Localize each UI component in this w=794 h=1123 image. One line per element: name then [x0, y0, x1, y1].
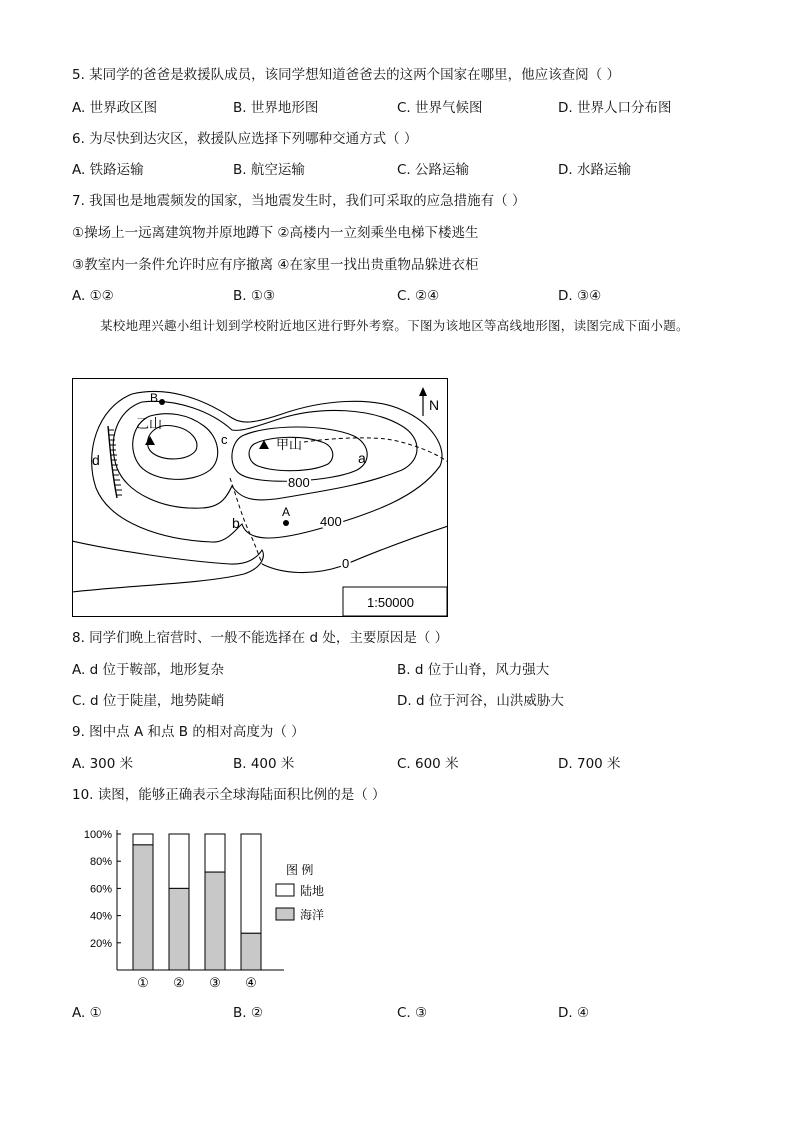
q7-option-c[interactable]: C. ②④	[397, 288, 440, 304]
q8-option-c[interactable]: C. d 位于陡崖，地势陡峭	[72, 693, 225, 709]
x-tick-label: ④	[245, 975, 257, 990]
q10-option-b[interactable]: B. ②	[233, 1005, 263, 1021]
point-a-marker	[283, 520, 289, 526]
y-tick-label: 20%	[89, 937, 112, 950]
q7-option-d[interactable]: D. ③④	[558, 288, 602, 304]
q5-option-b[interactable]: B. 世界地形图	[233, 100, 319, 116]
x-tick-label: ③	[209, 975, 221, 990]
label-B: B	[150, 391, 159, 405]
q7-stem: 7. 我国也是地震频发的国家，当地震发生时，我们可采取的应急措施有（ ）	[72, 193, 526, 209]
q8-stem: 8. 同学们晚上宿营时、一般不能选择在 d 处，主要原因是（ ）	[72, 630, 449, 646]
q10-option-c[interactable]: C. ③	[397, 1005, 428, 1021]
legend-label-land: 陆地	[300, 884, 325, 898]
q9-option-b[interactable]: B. 400 米	[233, 756, 295, 772]
q5-stem: 5. 某同学的爸爸是救援队成员，该同学想知道爸爸去的这两个国家在哪里，他应该查阅（ ）	[72, 67, 620, 83]
label-b: b	[232, 515, 240, 531]
legend-swatch-land	[276, 884, 294, 896]
scale-label: 1:50000	[367, 595, 414, 610]
label-800: 800	[288, 475, 310, 490]
bar-land-1	[133, 834, 153, 845]
legend-label-sea: 海洋	[300, 908, 325, 922]
bar-sea-4	[241, 933, 261, 970]
y-tick-label: 60%	[89, 883, 112, 896]
bar-sea-3	[205, 872, 225, 970]
label-400: 400	[320, 514, 342, 529]
x-tick-label: ②	[173, 975, 185, 990]
map-intro: 某校地理兴趣小组计划到学校附近地区进行野外考察。下图为该地区等高线地形图，读图完成下面小题。	[100, 318, 689, 333]
q7-option-a[interactable]: A. ①②	[72, 288, 114, 304]
y-tick-label: 80%	[89, 856, 112, 869]
q9-option-d[interactable]: D. 700 米	[558, 756, 621, 772]
q10-option-d[interactable]: D. ④	[558, 1005, 590, 1021]
y-tick-label: 100%	[83, 829, 112, 841]
label-c: c	[221, 432, 228, 447]
bar-sea-1	[133, 845, 153, 970]
label-0: 0	[342, 556, 350, 571]
label-north: N	[429, 397, 440, 413]
x-tick-label: ①	[137, 975, 149, 990]
q8-option-b[interactable]: B. d 位于山脊，风力强大	[397, 662, 550, 678]
land-sea-chart	[72, 820, 352, 992]
q9-option-c[interactable]: C. 600 米	[397, 756, 459, 772]
bar-land-3	[205, 834, 225, 872]
label-A: A	[282, 505, 291, 519]
q8-option-d[interactable]: D. d 位于河谷，山洪威胁大	[397, 693, 564, 709]
q7-statement-1: ①操场上一远离建筑物并原地蹲下 ②高楼内一立刻乘坐电梯下楼逃生	[72, 225, 479, 241]
bar-land-4	[241, 834, 261, 933]
q6-option-c[interactable]: C. 公路运输	[397, 162, 470, 178]
label-a: a	[358, 450, 366, 466]
q8-option-a[interactable]: A. d 位于鞍部，地形复杂	[72, 662, 224, 678]
q10-option-a[interactable]: A. ①	[72, 1005, 102, 1021]
q9-stem: 9. 图中点 A 和点 B 的相对高度为（ ）	[72, 724, 305, 740]
q7-option-b[interactable]: B. ①③	[233, 288, 276, 304]
legend-swatch-sea	[276, 908, 294, 920]
q5-option-d[interactable]: D. 世界人口分布图	[558, 100, 672, 116]
contour-map	[72, 378, 448, 617]
q9-option-a[interactable]: A. 300 米	[72, 756, 134, 772]
q6-stem: 6. 为尽快到达灾区，救援队应选择下列哪种交通方式（ ）	[72, 131, 418, 147]
label-d: d	[92, 452, 100, 468]
label-jia-peak: 甲山	[276, 437, 303, 452]
q10-stem: 10. 读图，能够正确表示全球海陆面积比例的是（ ）	[72, 787, 386, 803]
bar-land-2	[169, 834, 189, 888]
label-yi-peak: 乙山	[136, 416, 163, 431]
point-b-marker	[159, 399, 165, 405]
q6-option-d[interactable]: D. 水路运输	[558, 162, 631, 178]
q5-option-a[interactable]: A. 世界政区图	[72, 100, 158, 116]
q7-statement-2: ③教室内一条件允许时应有序撤离 ④在家里一找出贵重物品躲进衣柜	[72, 257, 479, 273]
bar-sea-2	[169, 888, 189, 970]
q6-option-b[interactable]: B. 航空运输	[233, 162, 305, 178]
y-tick-label: 40%	[89, 910, 112, 923]
q5-option-c[interactable]: C. 世界气候图	[397, 100, 483, 116]
q6-option-a[interactable]: A. 铁路运输	[72, 162, 144, 178]
legend-title: 图 例	[286, 863, 314, 877]
